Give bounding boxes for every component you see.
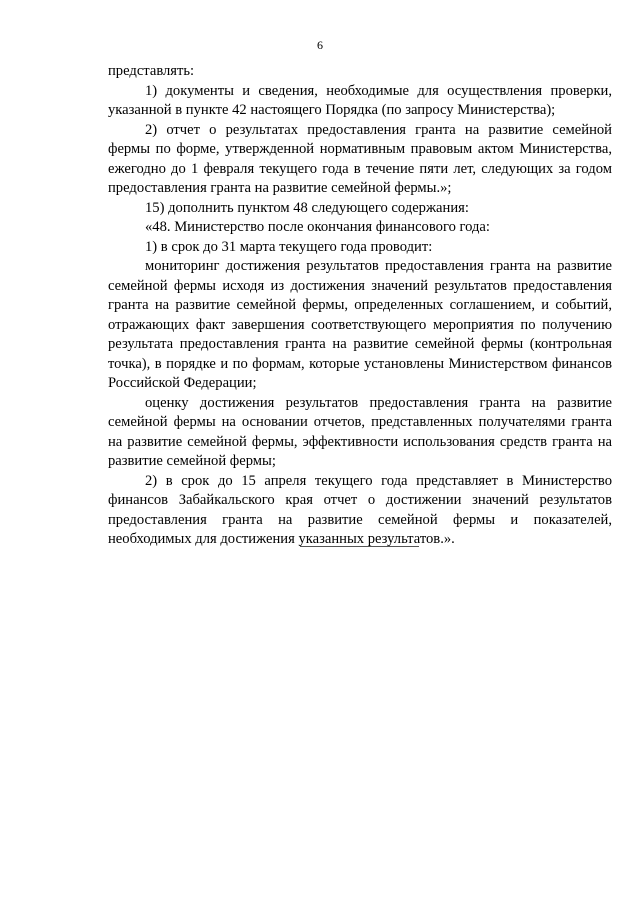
page-number: 6 bbox=[317, 38, 323, 52]
paragraph-clause-48: «48. Министерство после окончания финансового года: bbox=[145, 219, 490, 235]
paragraph-item-2-report: 2) отчет о результатах предоставления гранта на развитие семейной фермы по форме, утвержденной нормативным правовым актом Министерства, ежегодно до 1 февраля текущего года в течение пяти лет, следующих за годом предоставления гранта на развитие семейной фермы.»; bbox=[108, 121, 612, 196]
paragraph-clause-48-item-1: 1) в срок до 31 марта текущего года проводит: bbox=[145, 238, 433, 255]
paragraph-monitoring: мониторинг достижения результатов предоставления гранта на развитие семейной фермы исходя из достижения значений результатов предоставления гранта на развитие семейной фермы, определенных соглашением, и событий, отражающих факт завершения соответствующего мероприятия по получению результата предоставления гранта на развитие семейной фермы (контрольная точка), в порядке и по формам, которые установлены Министерством финансов Российской Федерации; bbox=[108, 258, 612, 391]
paragraph-item-1-documents: 1) документы и сведения, необходимые для осуществления проверки, указанной в пункте 42 настоящего Порядка (по запросу Министерства); bbox=[108, 82, 612, 118]
paragraph-item-15-amendment: 15) дополнить пунктом 48 следующего содержания: bbox=[145, 199, 469, 216]
end-divider-line bbox=[300, 546, 419, 547]
paragraph-continuation: представлять: bbox=[108, 63, 195, 79]
paragraph-assessment: оценку достижения результатов предоставления гранта на развитие семейной фермы на основании отчетов, представленных получателями гранта на развитие семейной фермы, эффективности использования средств гранта на развитие семейной фермы; bbox=[108, 394, 612, 469]
document-body bbox=[108, 62, 612, 550]
paragraph-clause-48-item-2: 2) в срок до 15 апреля текущего года представляет в Министерство финансов Забайкальского края отчет о достижении значений результатов предоставления гранта на развитие семейной фермы и показателей, необходимых для достижения указанных результатов.». bbox=[108, 472, 612, 547]
